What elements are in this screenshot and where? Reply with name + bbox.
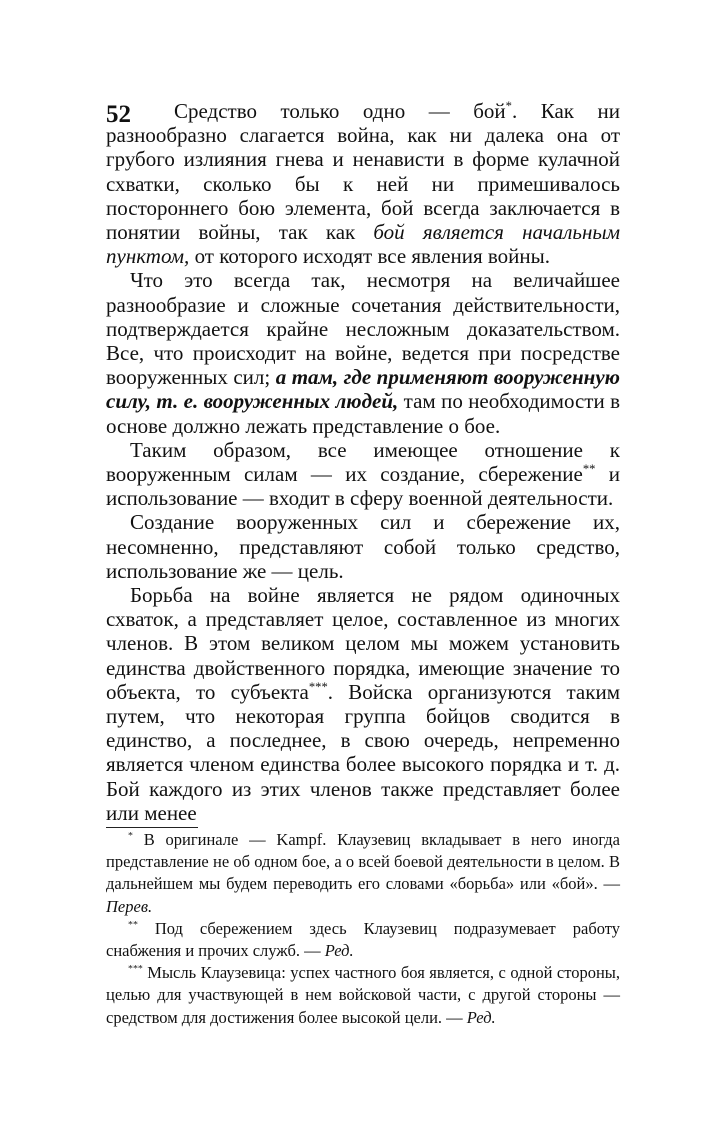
- text-run: Что это всегда так, несмотря на величайшее разнообразие и сложные сочетания действительности, подтверждается крайне несложным доказательством. Все, что происходит на войне, ведется при посредстве вооруженных сил;: [106, 268, 620, 390]
- footnote-separator: [106, 827, 198, 828]
- text-run: и использование — входит в сферу военной деятельности.: [106, 462, 620, 511]
- footnotes: [106, 829, 620, 1029]
- text-run: В оригинале — Kampf. Клаузевиц вкладывает в него иногда представление не об одном бое, а о всей боевой деятельности в целом. В дальнейшем мы будем переводить его словами «борьба» или «бой». —: [106, 830, 620, 894]
- emphasis-text: Ред.: [466, 1007, 496, 1027]
- paragraph-3: [106, 438, 620, 511]
- text-run: Мысль Клаузевица: успех частного боя является, с одной стороны, целью для участвующей в нем войсковой части, с другой стороны — средством для достижения более высокой цели. —: [106, 963, 620, 1027]
- emphasis-text: а там, где применяют вооруженную силу, т. е. вооруженных людей,: [106, 365, 620, 414]
- main-text: [106, 99, 620, 825]
- text-run: от которого исходят все явления войны.: [189, 244, 550, 269]
- footnote-marker: *: [128, 830, 133, 842]
- text-run: Борьба на войне является не рядом одиночных схваток, а представляет целое, составленное из многих членов. В этом великом целом мы можем установить единства двойственного порядка, имеющие значение то объекта, то субъекта: [106, 583, 620, 704]
- text-run: . Как ни разнообразно слагается война, как ни далека она от грубого излияния гнева и ненависти в форме кулачной схватки, сколько бы к ней ни примешивалось постороннего бою элемента, бой всегда заключается в понятии войны, так как: [106, 99, 621, 245]
- emphasis-text: бой является начальным пунктом,: [106, 220, 620, 269]
- text-run: там по необходимости в основе должно лежать представление о бое.: [106, 389, 620, 438]
- footnote-marker: ***: [308, 679, 328, 694]
- footnote-2: [106, 918, 620, 962]
- footnote-marker: **: [582, 462, 596, 477]
- paragraph-2: [106, 268, 620, 437]
- page-number: 52: [106, 101, 131, 128]
- text-run: Под сбережением здесь Клаузевиц подразумевает работу снабжения и прочих служб. —: [106, 918, 620, 961]
- footnote-marker: *: [505, 99, 512, 113]
- paragraph-1: [106, 99, 620, 268]
- emphasis-text: Ред.: [324, 941, 354, 961]
- text-run: . Войска организуются таким путем, что некоторая группа бойцов сводится в единство, а последнее, в свою очередь, непременно является членом единства более высокого порядка и т. д. Бой каждого из этих членов также представляет более или менее: [106, 679, 620, 825]
- footnote-marker: ***: [128, 963, 143, 975]
- emphasis-text: Перев.: [106, 896, 153, 916]
- paragraph-4: [106, 510, 620, 583]
- footnote-marker: **: [128, 919, 138, 931]
- text-run: Таким образом, все имеющее отношение к вооруженным силам — их создание, сбережение: [106, 437, 620, 487]
- text-run: Средство только одно — бой: [174, 99, 506, 123]
- text-run: Создание вооруженных сил и сбережение их, несомненно, представляют собой только средство, использование же — цель.: [106, 510, 620, 583]
- paragraph-5: [106, 583, 620, 825]
- footnote-3: [106, 962, 620, 1029]
- footnote-1: [106, 829, 620, 918]
